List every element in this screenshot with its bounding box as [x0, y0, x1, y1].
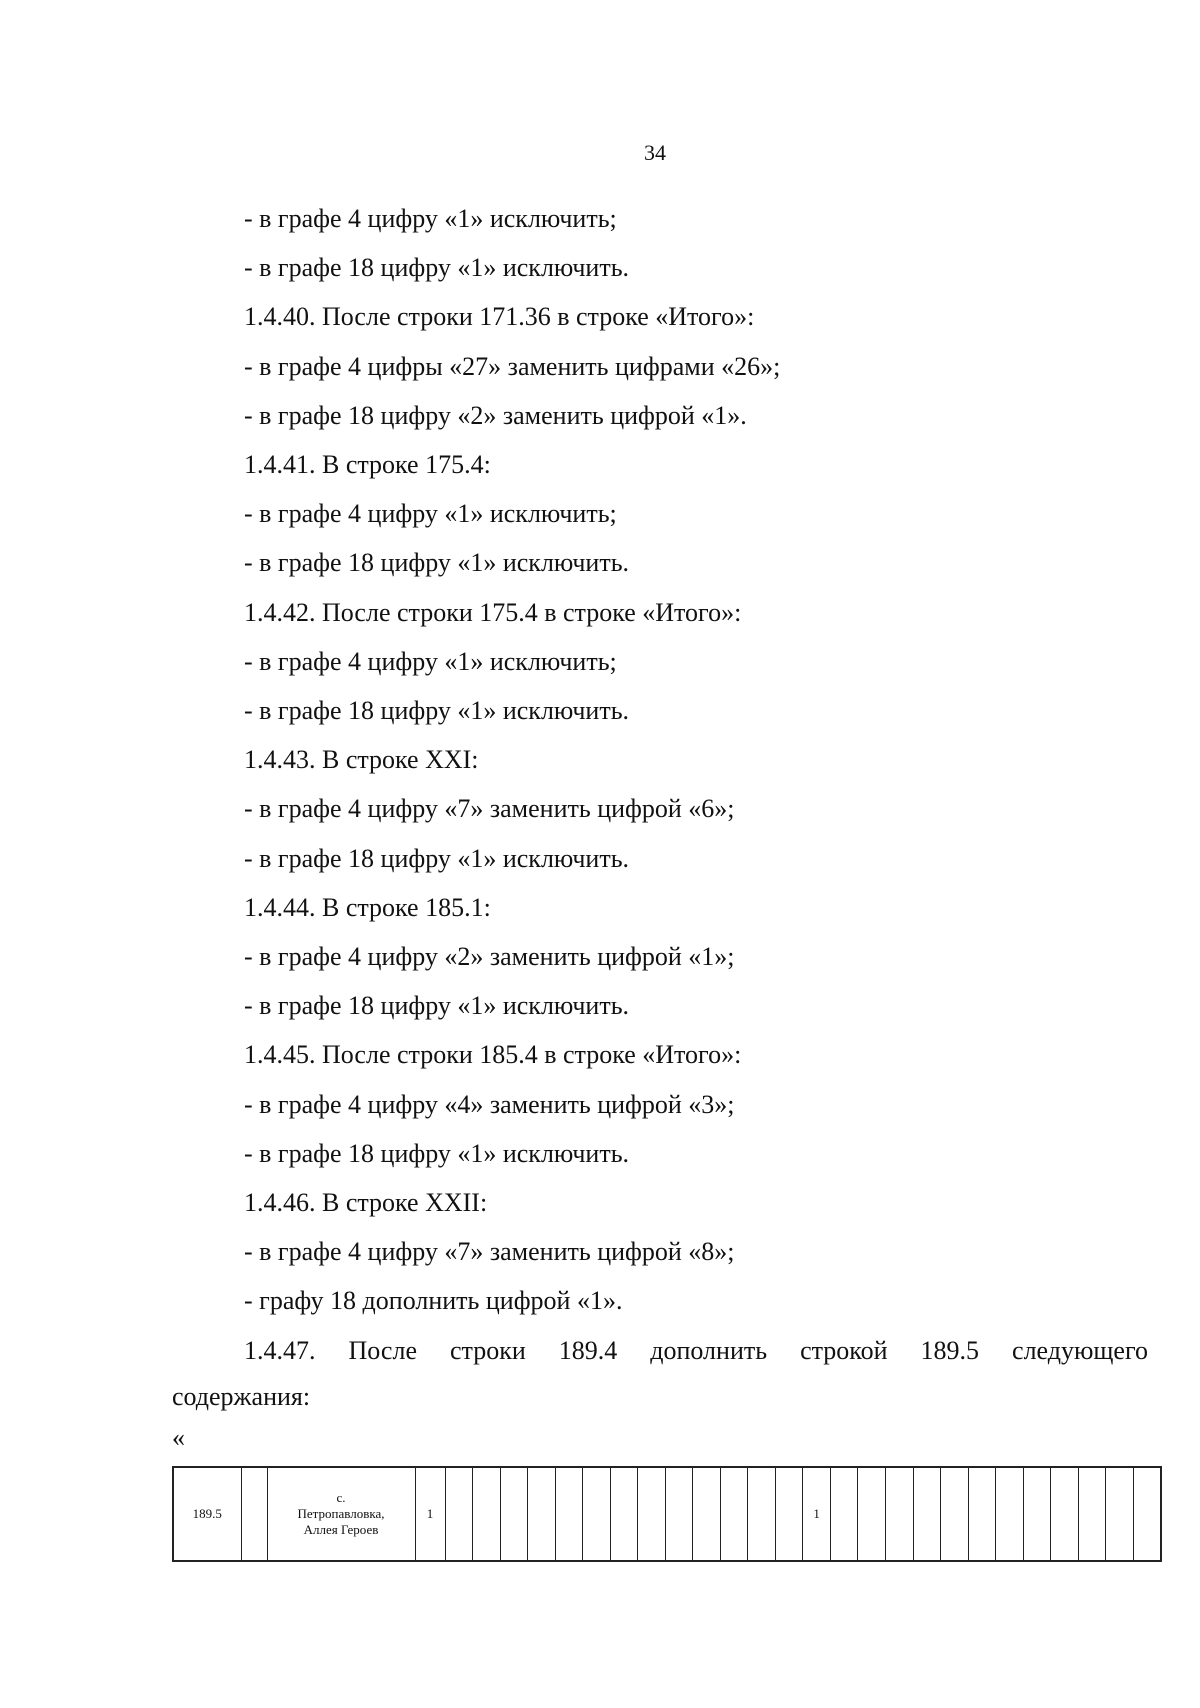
document-line: 1.4.41. В строке 175.4: [244, 450, 491, 479]
paragraph-word: строки [449, 1336, 526, 1365]
table-cell [241, 1467, 267, 1561]
cell-col4: 1 [415, 1467, 445, 1561]
document-line: 1.4.45. После строки 185.4 в строке «Итого»: [244, 1040, 742, 1069]
table-cell [996, 1467, 1024, 1561]
document-line: - в графе 4 цифру «1» исключить; [244, 204, 617, 233]
document-line: 1.4.46. В строке XXII: [244, 1188, 488, 1217]
document-line: - в графе 4 цифру «7» заменить цифрой «8»; [244, 1237, 735, 1266]
table-cell [886, 1467, 914, 1561]
paragraph-word: 189.4 [558, 1336, 618, 1365]
document-line: - в графе 4 цифры «27» заменить цифрами «26»; [244, 352, 781, 381]
page-number: 34 [644, 140, 666, 165]
table-cell [941, 1467, 969, 1561]
table-cell [610, 1467, 638, 1561]
paragraph-1-4-47 [244, 1336, 1148, 1366]
address-line: с. [336, 1490, 346, 1505]
address-line: Петропавловка, [297, 1506, 385, 1521]
paragraph-word: 189.5 [920, 1336, 980, 1365]
table-cell [968, 1467, 996, 1561]
document-line: 1.4.42. После строки 175.4 в строке «Итого»: [244, 598, 742, 627]
document-line: - в графе 18 цифру «1» исключить. [244, 991, 630, 1020]
table-cell [528, 1467, 556, 1561]
table-cell [638, 1467, 666, 1561]
document-line: - в графе 4 цифру «4» заменить цифрой «3»; [244, 1090, 735, 1119]
document-line: - графу 18 дополнить цифрой «1». [244, 1286, 623, 1315]
table-row [173, 1467, 1161, 1561]
cell-col18: 1 [803, 1467, 831, 1561]
table-cell [583, 1467, 611, 1561]
cell-row-number: 189.5 [173, 1467, 241, 1561]
paragraph-word: После [348, 1336, 417, 1365]
paragraph-word: 1.4.47. [244, 1336, 316, 1365]
table-cell [720, 1467, 748, 1561]
document-line: - в графе 18 цифру «1» исключить. [244, 1139, 630, 1168]
table-cell [748, 1467, 776, 1561]
table-cell [473, 1467, 501, 1561]
document-line: - в графе 4 цифру «1» исключить; [244, 499, 617, 528]
table-cell [913, 1467, 941, 1561]
document-line: - в графе 18 цифру «1» исключить. [244, 844, 630, 873]
document-line: - в графе 4 цифру «2» заменить цифрой «1»; [244, 942, 735, 971]
table-cell [775, 1467, 803, 1561]
document-line: - в графе 4 цифру «7» заменить цифрой «6»; [244, 794, 735, 823]
document-line: - в графе 4 цифру «1» исключить; [244, 647, 617, 676]
table-cell [555, 1467, 583, 1561]
paragraph-word: строкой [800, 1336, 888, 1365]
paragraph-word: дополнить [650, 1336, 768, 1365]
document-line: 1.4.43. В строке XXI: [244, 745, 479, 774]
address-line: Аллея Героев [303, 1522, 379, 1537]
table-cell [500, 1467, 528, 1561]
document-line: - в графе 18 цифру «1» исключить. [244, 253, 630, 282]
table-cell [1133, 1467, 1161, 1561]
table-cell [1051, 1467, 1079, 1561]
document-line: 1.4.40. После строки 171.36 в строке «Итого»: [244, 302, 755, 331]
inserted-row-table [172, 1466, 1160, 1562]
table-cell [665, 1467, 693, 1561]
document-line: - в графе 18 цифру «1» исключить. [244, 696, 630, 725]
table-cell [1106, 1467, 1134, 1561]
document-line: - в графе 18 цифру «2» заменить цифрой «1». [244, 401, 747, 430]
paragraph-word: следующего [1012, 1336, 1148, 1365]
cell-address [267, 1467, 415, 1561]
document-line: 1.4.44. В строке 185.1: [244, 893, 491, 922]
table-cell [830, 1467, 858, 1561]
table-cell [693, 1467, 721, 1561]
table-cell [858, 1467, 886, 1561]
open-quote-mark: « [172, 1423, 185, 1452]
table-cell [445, 1467, 473, 1561]
table-cell [1023, 1467, 1051, 1561]
table-cell [1078, 1467, 1106, 1561]
document-line: - в графе 18 цифру «1» исключить. [244, 548, 630, 577]
paragraph-1-4-47-continuation: содержания: [172, 1382, 311, 1411]
